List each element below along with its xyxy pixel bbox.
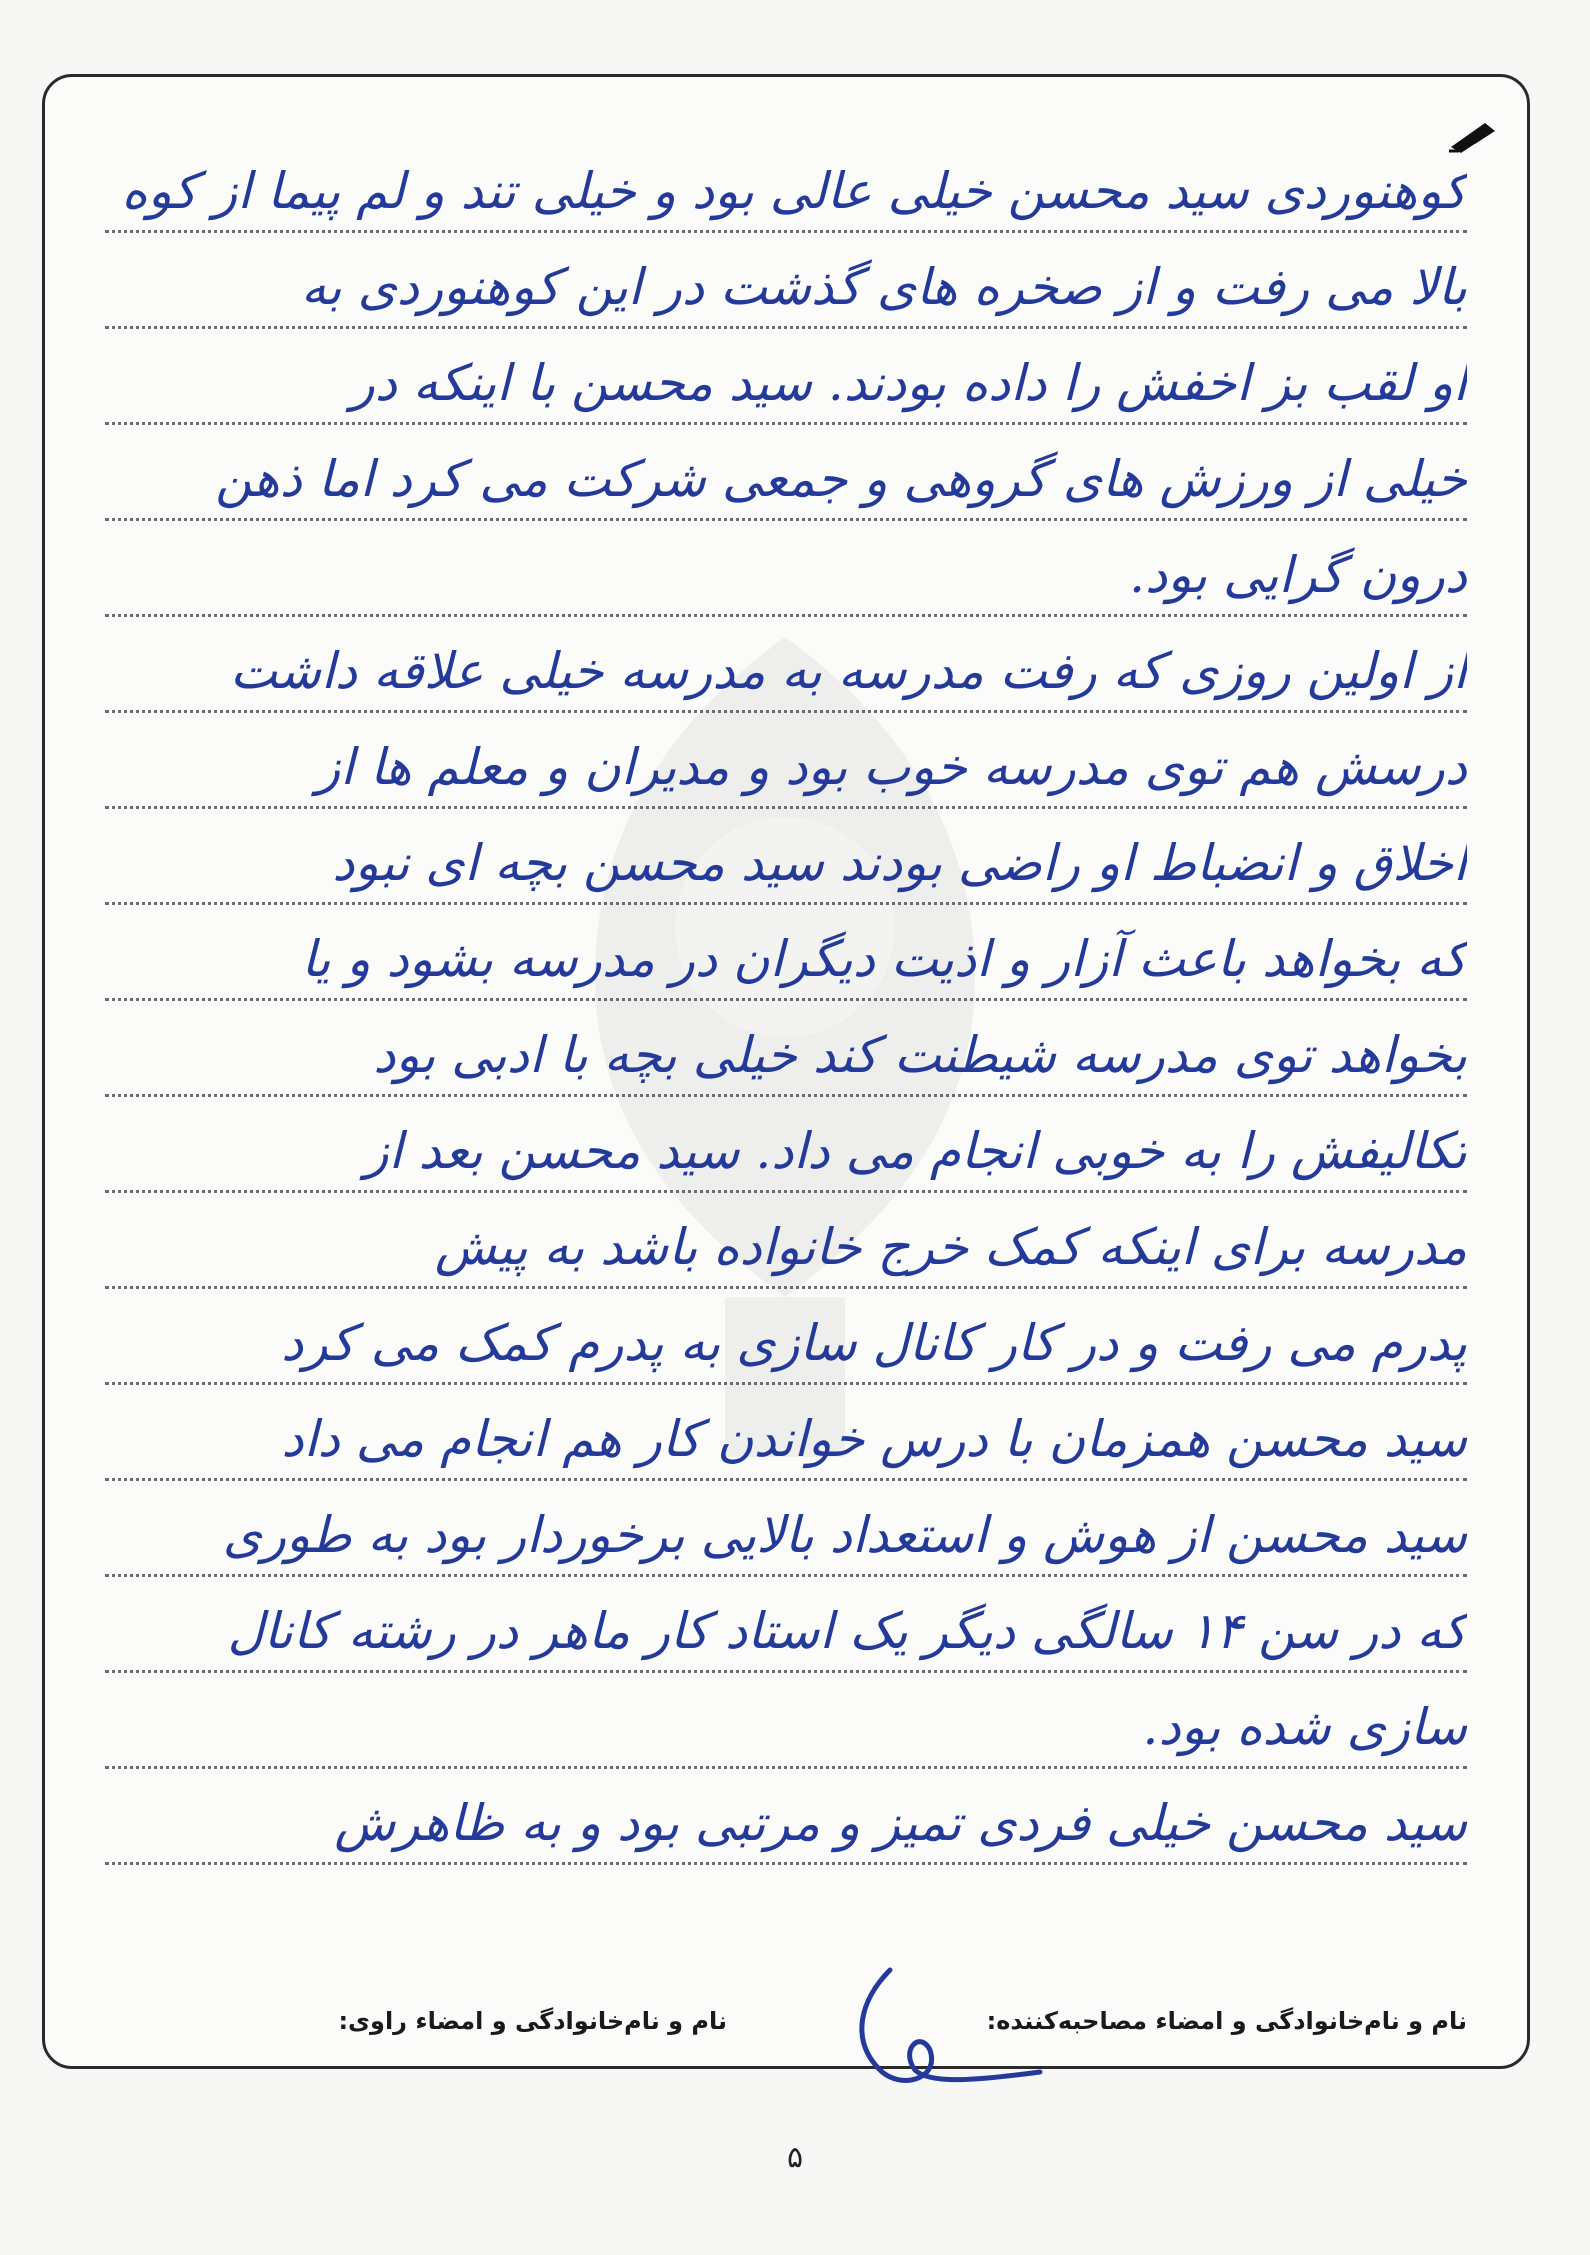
handwritten-line: سازی شده بود. [1142, 1698, 1467, 1756]
ruled-line [105, 713, 1467, 809]
ruled-line [105, 137, 1467, 233]
page-frame [42, 74, 1530, 2069]
ruled-line [105, 1481, 1467, 1577]
page-number: ۵ [786, 2140, 804, 2175]
interviewer-signature-label: نام و نام‌خانوادگی و امضاء مصاحبه‌کننده: [986, 2007, 1467, 2035]
handwritten-line: خیلی از ورزش های گروهی و جمعی شرکت می کرد اما ذهن [215, 450, 1467, 508]
handwritten-line: بالا می رفت و از صخره های گذشت در این کوهنوردی به [300, 258, 1467, 316]
narrator-signature-label: نام و نام‌خانوادگی و امضاء راوی: [338, 2007, 727, 2035]
handwritten-line: از اولین روزی که رفت مدرسه به مدرسه خیلی علاقه داشت [230, 642, 1467, 700]
handwritten-line: درسش هم توی مدرسه خوب بود و مدیران و معلم ها از [316, 738, 1467, 796]
ruled-line [105, 1001, 1467, 1097]
handwritten-line: بخواهد توی مدرسه شیطنت کند خیلی بچه با ادبی بود [373, 1026, 1467, 1084]
handwritten-line: سید محسن خیلی فردی تمیز و مرتبی بود و به ظاهرش [334, 1794, 1467, 1852]
handwritten-line: او لقب بز اخفش را داده بودند. سید محسن با اینکه در [350, 354, 1467, 412]
ruled-line [105, 905, 1467, 1001]
ruled-line [105, 617, 1467, 713]
ruled-line [105, 1577, 1467, 1673]
ruled-line [105, 1289, 1467, 1385]
ruled-line [105, 1097, 1467, 1193]
handwritten-line: تکالیفش را به خوبی انجام می داد. سید محسن بعد از [364, 1122, 1467, 1180]
handwritten-line: که در سن ۱۴ سالگی دیگر یک استاد کار ماهر در رشته کانال [227, 1602, 1467, 1660]
handwritten-line: سید محسن از هوش و استعداد بالایی برخوردار بود به طوری [222, 1506, 1467, 1564]
handwritten-line: که بخواهد باعث آزار و اذیت دیگران در مدرسه بشود و یا [301, 930, 1467, 988]
handwritten-line: مدرسه برای اینکه کمک خرج خانواده باشد به پیش [434, 1218, 1467, 1276]
ruled-line [105, 1673, 1467, 1769]
handwritten-line: پدرم می رفت و در کار کانال سازی به پدرم کمک می کرد [281, 1314, 1467, 1372]
ruled-line [105, 233, 1467, 329]
handwritten-line: درون گرایی بود. [1129, 546, 1467, 604]
handwritten-line: سید محسن همزمان با درس خواندن کار هم انجام می داد [281, 1410, 1467, 1468]
handwritten-line: کوهنوردی سید محسن خیلی عالی بود و خیلی تند و لم پیما از کوه [121, 162, 1467, 220]
ruled-line [105, 809, 1467, 905]
ruled-line [105, 425, 1467, 521]
ruled-line [105, 1385, 1467, 1481]
ruled-line [105, 1193, 1467, 1289]
signature-footer [105, 2007, 1467, 2057]
handwritten-line: اخلاق و انضباط او راضی بودند سید محسن بچه ای نبود [332, 834, 1467, 892]
handwritten-signature [820, 1960, 1050, 2100]
ruled-line [105, 521, 1467, 617]
ruled-line [105, 1769, 1467, 1865]
ruled-line [105, 329, 1467, 425]
